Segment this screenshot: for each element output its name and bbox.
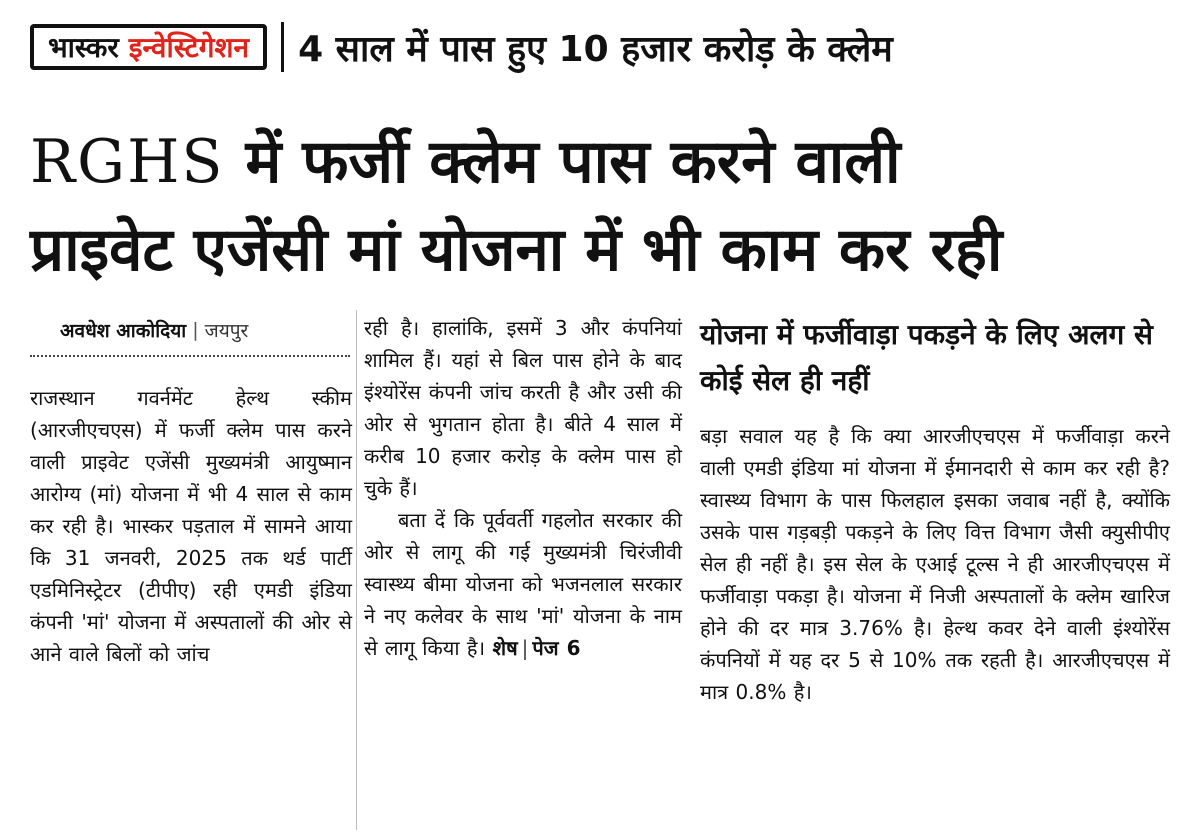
headline-line-1-rest: में फर्जी क्लेम पास करने वाली	[245, 127, 901, 197]
article-column-1	[30, 382, 352, 670]
byline	[60, 312, 350, 348]
bhaskar-investigation-logo	[30, 24, 267, 70]
column-3-paragraph: बड़ा सवाल यह है कि क्या आरजीएचएस में फर्जीवाड़ा करने वाली एमडी इंडिया मां योजना में ईमानदारी से काम कर रही है? स्वास्थ्य विभाग के पास फिलहाल इसका जवाब नहीं है, क्योंकि उसके पास गड़बड़ी पकड़ने के लिए वित्त विभाग जैसी क्युसीपीए सेल ही नहीं है। इस सेल के एआई टूल्स ने ही आरजीएचएस में फर्जीवाड़ा पकड़ा है। योजना में निजी अस्पतालों के क्लेम खारिज होने की दर मात्र 3.76% है। हेल्थ कवर देने वाली इंश्योरेंस कंपनियों में यह दर 5 से 10% तक रहती है। आरजीएचएस में मात्र 0.8% है।	[700, 424, 1170, 704]
byline-separator: |	[192, 319, 199, 341]
column-2-paragraph-1: रही है। हालांकि, इसमें 3 और कंपनियां शामिल हैं। यहां से बिल पास होने के बाद इंश्योरेंस कंपनी जांच करती है और उसी की ओर से भुगतान होता है। बीते 4 साल में करीब 10 हजार करोड़ के क्लेम पास हो चुके हैं।	[364, 316, 682, 500]
column-1-paragraph: राजस्थान गवर्नमेंट हेल्थ स्कीम (आरजीएचएस) में फर्जी क्लेम पास करने वाली प्राइवेट एजेंसी मुख्यमंत्री आयुष्मान आरोग्य (मां) योजना में भी 4 साल से काम कर रही है। भास्कर पड़ताल में सामने आया कि 31 जनवरी, 2025 तक थर्ड पार्टी एडमिनिस्ट्रेटर (टीपीए) रही एमडी इंडिया कंपनी 'मां' योजना में अस्पतालों की ओर से आने वाले बिलों को जांच	[30, 386, 352, 666]
logo-section: इन्वेस्टिगेशन	[128, 31, 250, 64]
byline-divider	[30, 355, 350, 357]
kicker-divider	[281, 22, 284, 72]
column-2-paragraph-2	[364, 504, 682, 664]
headline-acronym: RGHS	[30, 127, 225, 197]
byline-author: अवधेश आकोदिया	[60, 320, 187, 342]
headline-line-2: प्राइवेट एजेंसी मां योजना में भी काम कर रही	[30, 215, 1003, 285]
article-column-2	[364, 312, 682, 664]
column-2-paragraph-2-text: बता दें कि पूर्ववर्ती गहलोत सरकार की ओर से लागू की गई मुख्यमंत्री चिरंजीवी स्वास्थ्य बीमा योजना को भजनलाल सरकार ने नए कलेवर के साथ 'मां' योजना के नाम से लागू किया है।	[364, 508, 682, 660]
kicker-text: 4 साल में पास हुए 10 हजार करोड़ के क्लेम	[298, 28, 893, 70]
column-divider	[356, 310, 357, 830]
sub-heading: योजना में फर्जीवाड़ा पकड़ने के लिए अलग से कोई सेल ही नहीं	[700, 318, 1153, 397]
headline-line-1	[30, 118, 1170, 206]
article-column-3	[700, 420, 1170, 708]
continued-separator: |	[521, 636, 529, 660]
continued-label: शेष	[492, 636, 518, 660]
logo-brand: भास्कर	[48, 31, 119, 64]
byline-place: जयपुर	[204, 320, 249, 342]
continued-page: पेज 6	[532, 636, 581, 660]
kicker-bar	[30, 16, 893, 78]
headline	[30, 118, 1170, 294]
